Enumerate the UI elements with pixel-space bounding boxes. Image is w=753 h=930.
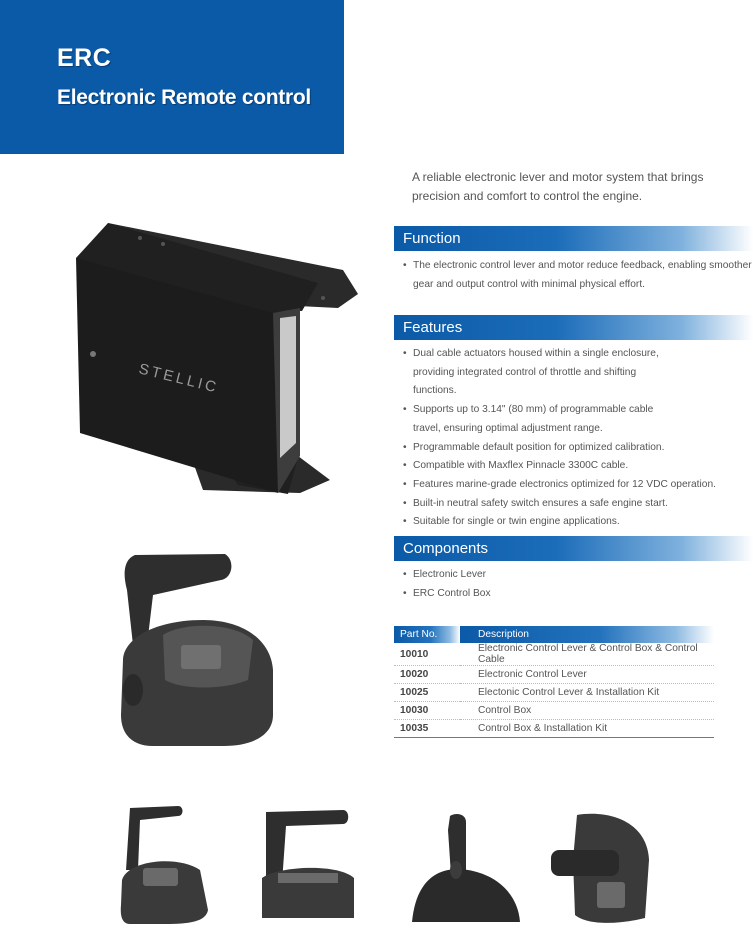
col-part-no: Part No. bbox=[394, 626, 460, 643]
table-row bbox=[394, 666, 714, 684]
list-item: • Electronic Lever bbox=[403, 566, 703, 585]
list-item: • Compatible with Maxflex Pinnacle 3300C cable. bbox=[403, 457, 743, 476]
control-box-image bbox=[68, 218, 363, 503]
function-heading: Function bbox=[403, 230, 461, 247]
table-row bbox=[394, 643, 714, 666]
list-item: • The electronic control lever and motor reduce feedback, enabling smoother gear and output control with minimal physical effort. bbox=[403, 257, 753, 294]
intro-text: A reliable electronic lever and motor system that brings precision and comfort to control the engine. bbox=[412, 170, 704, 203]
features-heading: Features bbox=[403, 319, 463, 336]
function-list bbox=[403, 257, 753, 294]
components-list bbox=[403, 566, 703, 603]
list-item: • Dual cable actuators housed within a single enclosure, providing integrated control of throttle and shifting functions. bbox=[403, 345, 668, 401]
page-subtitle: Electronic Remote control bbox=[57, 86, 311, 109]
part-no-cell: 10035 bbox=[394, 720, 460, 738]
part-no-cell: 10025 bbox=[394, 684, 460, 702]
lever-front-view-image bbox=[118, 800, 213, 925]
description-cell: Electronic Control Lever bbox=[460, 666, 714, 684]
description-cell: Control Box bbox=[460, 702, 714, 720]
lever-side-view-image bbox=[258, 808, 358, 923]
components-heading-bar bbox=[394, 536, 753, 561]
list-item: • Built-in neutral safety switch ensures a safe engine start. bbox=[403, 495, 743, 514]
description-cell: Electronic Control Lever & Control Box & Control Cable bbox=[460, 643, 714, 666]
list-item: • Supports up to 3.14" (80 mm) of programmable cable travel, ensuring optimal adjustment range. bbox=[403, 401, 668, 438]
table-row bbox=[394, 684, 714, 702]
lever-top-view-image bbox=[547, 810, 652, 925]
description-cell: Electonic Control Lever & Installation Kit bbox=[460, 684, 714, 702]
features-heading-bar bbox=[394, 315, 753, 340]
list-item: • Features marine-grade electronics optimized for 12 VDC operation. bbox=[403, 476, 753, 495]
part-no-cell: 10030 bbox=[394, 702, 460, 720]
list-item: • Programmable default position for optimized calibration. bbox=[403, 439, 743, 458]
parts-table bbox=[394, 626, 714, 738]
brand-logo-text: STELLIC bbox=[137, 360, 221, 397]
description-cell: Control Box & Installation Kit bbox=[460, 720, 714, 738]
page-title: ERC bbox=[57, 44, 112, 72]
lever-profile-view-image bbox=[408, 810, 523, 925]
function-heading-bar bbox=[394, 226, 753, 251]
lever-image bbox=[113, 550, 278, 750]
components-heading: Components bbox=[403, 540, 489, 557]
part-no-cell: 10020 bbox=[394, 666, 460, 684]
title-banner bbox=[0, 0, 344, 154]
list-item: • ERC Control Box bbox=[403, 585, 703, 604]
list-item: • Suitable for single or twin engine applications. bbox=[403, 513, 743, 532]
col-description: Description bbox=[460, 626, 714, 643]
table-row bbox=[394, 702, 714, 720]
features-list bbox=[403, 345, 716, 532]
part-no-cell: 10010 bbox=[394, 643, 460, 666]
table-header-row bbox=[394, 626, 714, 643]
table-row bbox=[394, 720, 714, 738]
